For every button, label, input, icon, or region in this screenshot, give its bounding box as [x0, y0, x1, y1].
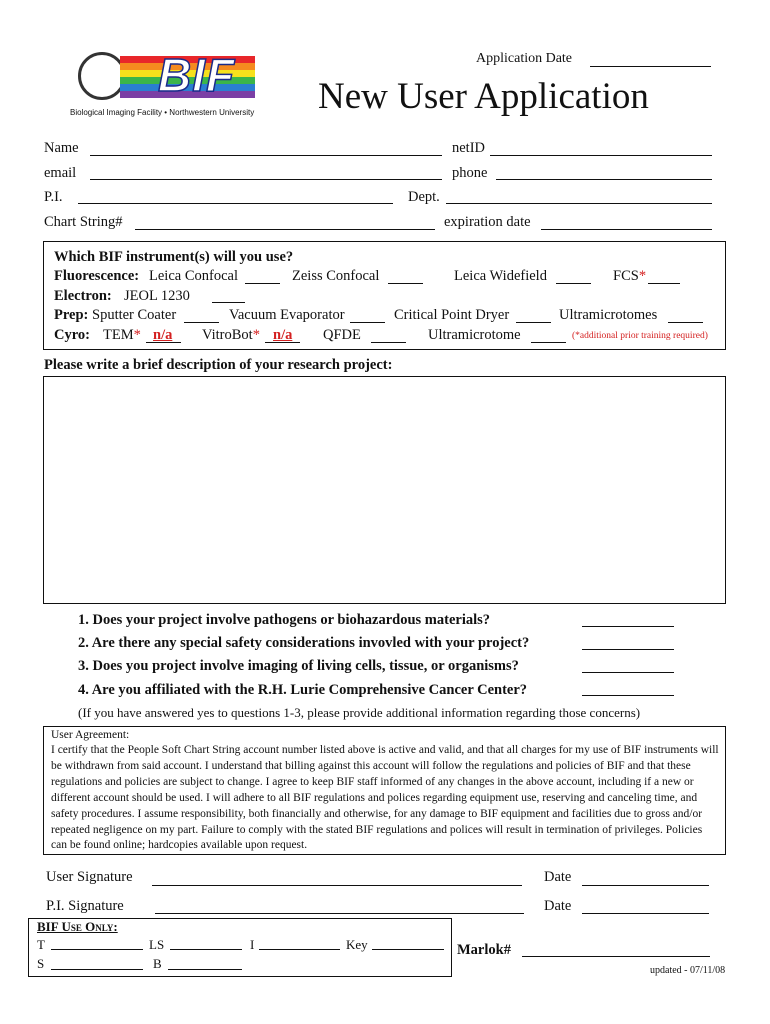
tem-label: TEM*: [103, 327, 141, 343]
key-field[interactable]: [372, 949, 444, 950]
expiration-date-label: expiration date: [444, 214, 531, 230]
question-2-field[interactable]: [582, 649, 674, 650]
dept-field[interactable]: [446, 203, 712, 204]
prep-label: Prep:: [54, 307, 89, 323]
critical-point-dryer-field[interactable]: [516, 322, 551, 323]
fluorescence-label: Fluorescence:: [54, 268, 140, 284]
logo-text: BIF: [158, 49, 236, 101]
ultramicrotomes-field[interactable]: [668, 322, 703, 323]
user-agreement: [43, 726, 726, 855]
pi-field[interactable]: [78, 203, 393, 204]
question-3-field[interactable]: [582, 672, 674, 673]
question-4-field[interactable]: [582, 695, 674, 696]
b-label: B: [153, 956, 162, 971]
user-date-label: Date: [544, 869, 572, 885]
question-3: 3. Does you project involve imaging of living cells, tissue, or organisms?: [78, 658, 519, 674]
vitrobot-label: VitroBot*: [202, 327, 260, 343]
name-label: Name: [44, 140, 79, 156]
key-label: Key: [346, 937, 368, 952]
aperture-icon: [78, 52, 126, 100]
ultramicrotomes-label: Ultramicrotomes: [559, 307, 658, 323]
training-note: (*additional prior training required): [572, 331, 708, 341]
electron-label: Electron:: [54, 288, 112, 304]
leica-confocal-label: Leica Confocal: [149, 268, 238, 284]
pi-signature-field[interactable]: [155, 913, 524, 914]
critical-point-dryer-label: Critical Point Dryer: [394, 307, 510, 323]
instrument-question: Which BIF instrument(s) will you use?: [54, 249, 294, 265]
t-field[interactable]: [51, 949, 143, 950]
question-1: 1. Does your project involve pathogens or biohazardous materials?: [78, 612, 491, 628]
sputter-coater-field[interactable]: [184, 322, 219, 323]
vacuum-evaporator-field[interactable]: [350, 322, 385, 323]
user-signature-label: User Signature: [46, 869, 133, 885]
marlok-field[interactable]: [522, 956, 710, 957]
fcs-label: FCS*: [613, 268, 647, 284]
vitrobot-field[interactable]: [265, 342, 300, 343]
user-date-field[interactable]: [582, 885, 709, 886]
marlok-label: Marlok#: [457, 942, 511, 958]
pi-date-field[interactable]: [582, 913, 709, 914]
netid-field[interactable]: [490, 155, 712, 156]
ultramicrotome-field[interactable]: [531, 342, 566, 343]
phone-field[interactable]: [496, 179, 712, 180]
bif-logo: [70, 40, 270, 124]
office-use-heading: BIF Use Only:: [37, 919, 118, 934]
chart-string-field[interactable]: [135, 229, 435, 230]
question-1-field[interactable]: [582, 626, 674, 627]
dept-label: Dept.: [408, 189, 440, 205]
s-label: S: [37, 956, 45, 971]
description-textarea[interactable]: [43, 376, 726, 604]
description-prompt: Please write a brief description of your research project:: [44, 357, 393, 373]
tem-field[interactable]: [146, 342, 181, 343]
fcs-field[interactable]: [648, 283, 680, 284]
netid-label: netID: [452, 140, 486, 156]
t-label: T: [37, 937, 45, 952]
user-signature-field[interactable]: [152, 885, 522, 886]
vitrobot-value: n/a: [273, 327, 293, 343]
email-field[interactable]: [90, 179, 442, 180]
name-field[interactable]: [90, 155, 442, 156]
chart-string-label: Chart String#: [44, 214, 123, 230]
question-2: 2. Are there any special safety considerations invovled with your project?: [78, 635, 530, 651]
i-label: I: [250, 937, 255, 952]
email-label: email: [44, 165, 77, 181]
leica-widefield-field[interactable]: [556, 283, 591, 284]
ultramicrotome-label: Ultramicrotome: [428, 327, 521, 343]
jeol-field[interactable]: [212, 302, 245, 303]
s-field[interactable]: [51, 969, 143, 970]
tem-value: n/a: [153, 327, 173, 343]
ls-field[interactable]: [170, 949, 242, 950]
leica-confocal-field[interactable]: [245, 283, 280, 284]
application-date-field[interactable]: [590, 66, 711, 67]
b-field[interactable]: [168, 969, 242, 970]
pi-signature-label: P.I. Signature: [46, 898, 124, 914]
jeol-label: JEOL 1230: [124, 288, 190, 304]
zeiss-confocal-field[interactable]: [388, 283, 423, 284]
expiration-date-field[interactable]: [541, 229, 712, 230]
logo-subtitle: Biological Imaging Facility • Northwestern University: [70, 108, 255, 117]
agreement-text: I certify that the People Soft Chart String account number listed above is active and valid, and that all charges for my use of BIF instruments will be withdrawn from said account. I understand that billing against this account will follow the regulations and policies of BIF and that these regulations and policies are subject to change. I agree to keep BIF staff informed of any changes in the above account, including if a new or different account should be used. I will adhere to all BIF regulations and polices regarding equipment use, reserving and canceling time, and safety procedures. I assume responsibility, both financially and otherwise, for any damage to BIF equipment and facilities due to gross and/or repeated negligence on my part. Failure to comply with the stated BIF regulations and polices will result in termination of privileges. Policies can be found online; hardcopies available upon request.: [51, 744, 719, 852]
application-date-label: Application Date: [476, 51, 573, 66]
qfde-label: QFDE: [323, 327, 361, 343]
vacuum-evaporator-label: Vacuum Evaporator: [229, 307, 345, 323]
updated-date: updated - 07/11/08: [650, 965, 726, 976]
sputter-coater-label: Sputter Coater: [92, 307, 177, 323]
agreement-heading: User Agreement:: [51, 729, 130, 741]
pi-label: P.I.: [44, 189, 63, 205]
phone-label: phone: [452, 165, 488, 181]
ls-label: LS: [149, 937, 165, 952]
cyro-label: Cyro:: [54, 327, 90, 343]
i-field[interactable]: [259, 949, 340, 950]
page-title: New User Application: [318, 76, 649, 117]
question-4: 4. Are you affiliated with the R.H. Lurie Comprehensive Cancer Center?: [78, 682, 528, 698]
zeiss-confocal-label: Zeiss Confocal: [292, 268, 380, 284]
questions-note: (If you have answered yes to questions 1-3, please provide additional information regarding those concerns): [78, 705, 641, 720]
qfde-field[interactable]: [371, 342, 406, 343]
pi-date-label: Date: [544, 898, 572, 914]
leica-widefield-label: Leica Widefield: [454, 268, 547, 284]
